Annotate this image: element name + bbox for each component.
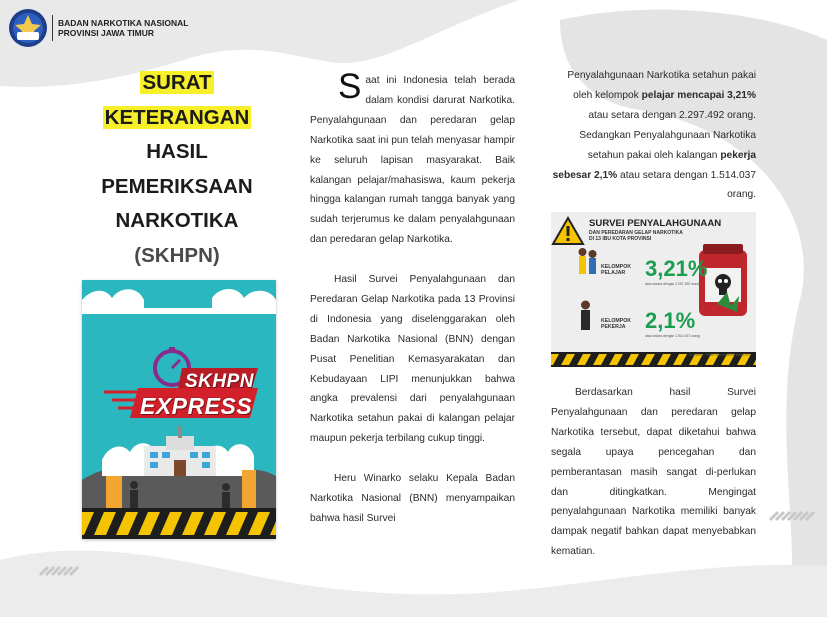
group-pekerja-label: KELOMPOK PEKERJA xyxy=(601,318,631,330)
cover-brand-express: EXPRESS xyxy=(140,393,253,419)
bnn-logo-icon xyxy=(8,8,48,48)
org-line-2: PROVINSI JAWA TIMUR xyxy=(58,28,155,38)
survey-subtitle-2: DI 13 IBU KOTA PROVINSI xyxy=(589,236,652,242)
group-pelajar-label: KELOMPOK PELAJAR xyxy=(601,264,631,276)
group-pekerja-value: 2,1% xyxy=(645,308,696,333)
title-line-2: KETERANGAN xyxy=(104,105,250,129)
document-title xyxy=(82,66,272,273)
group-pekerja-note: atau setara dengan 1.514.037 orang xyxy=(645,334,700,338)
paragraph-2: Hasil Survei Penyalahgunaan dan Peredaran Gelap Narkotika pada 13 Provinsi di Indonesia yang diselenggarakan oleh Badan Narkotika Nasional (BNN) dengan Pusat Penelitian Kemasyarakatan dan Kebudayaan LIPI menunjukkan bahwa angka prevalensi dari penyalahgunaan Narkotika setahun pakai di kalangan pelajar maupun pekerja terbilang cukup tinggi. xyxy=(310,274,515,445)
org-line-1: BADAN NARKOTIKA NASIONAL xyxy=(58,18,189,28)
organization-name xyxy=(58,18,188,38)
title-line-6: (SKHPN) xyxy=(134,243,220,267)
skhpn-express-cover xyxy=(82,280,276,539)
title-line-4: PEMERIKSAAN xyxy=(101,174,253,198)
group-pelajar-note: atau setara dengan 2.297.492 orang xyxy=(645,282,700,286)
paragraph-3: Heru Winarko selaku Kepala Badan Narkotika Nasional (BNN) menyampaikan bahwa hasil Survei xyxy=(310,473,515,524)
article-column-2-top xyxy=(551,66,756,225)
header-divider xyxy=(52,15,53,41)
article-column-1 xyxy=(310,67,515,549)
paragraph-5: Berdasarkan hasil Survei Penyalahgunaan dan peredaran gelap Narkotika tersebut, dapat diketahui bahwa segala upaya pencegahan dan pemberantasan masih sangat di-perlukan dan ditingkatkan. Mengingat penyalahgunaan Narkotika memiliki banyak dampak negatif bahkan dapat menyebabkan kematian. xyxy=(551,387,756,558)
cover-brand-skhpn: SKHPN xyxy=(185,371,255,392)
group-pelajar-value: 3,21% xyxy=(645,256,708,281)
page-header xyxy=(8,8,188,48)
highlight-pekerja: pekerja sebesar 2,1% xyxy=(552,149,756,181)
survey-infographic xyxy=(551,212,756,367)
survey-title: SURVEI PENYALAHGUNAAN xyxy=(589,218,722,229)
drop-cap: S xyxy=(338,67,362,106)
title-line-5: NARKOTIKA xyxy=(115,209,239,232)
title-line-1: SURAT xyxy=(142,71,212,94)
survey-subtitle-1: DAN PEREDARAN GELAP NARKOTIKA xyxy=(589,230,683,236)
paragraph-4: Penyalahgunaan Narkotika setahun pakai oleh kelompok pelajar mencapai 3,21% atau setara dengan 2.297.492 orang. Sedangkan Penyalahgunaan Narkotika setahun pakai oleh kalangan pekerja sebesar 2,1% atau setara dengan 1.514.037 orang. xyxy=(552,70,756,201)
highlight-pelajar: pelajar mencapai 3,21% xyxy=(641,89,756,101)
survey-source: Sumber : Hasil Survei BNN dan LIPI xyxy=(689,353,750,357)
title-line-3: HASIL xyxy=(146,140,208,163)
paragraph-1: Saat ini Indonesia telah berada dalam kondisi darurat Narkotika. Penyalahgunaan dan peredaran gelap Narkotika saat ini pun telah menyasar hampir ke seluruh lapisan masyarakat. Baik kalangan pelajar/mahasiswa, kaum pekerja hingga kalangan rumah tangga banyak yang sudah terjerumus ke dalam penyalahgunaan dan peredaran gelap Narkotika. xyxy=(310,67,515,246)
article-column-2-bottom xyxy=(551,383,756,582)
